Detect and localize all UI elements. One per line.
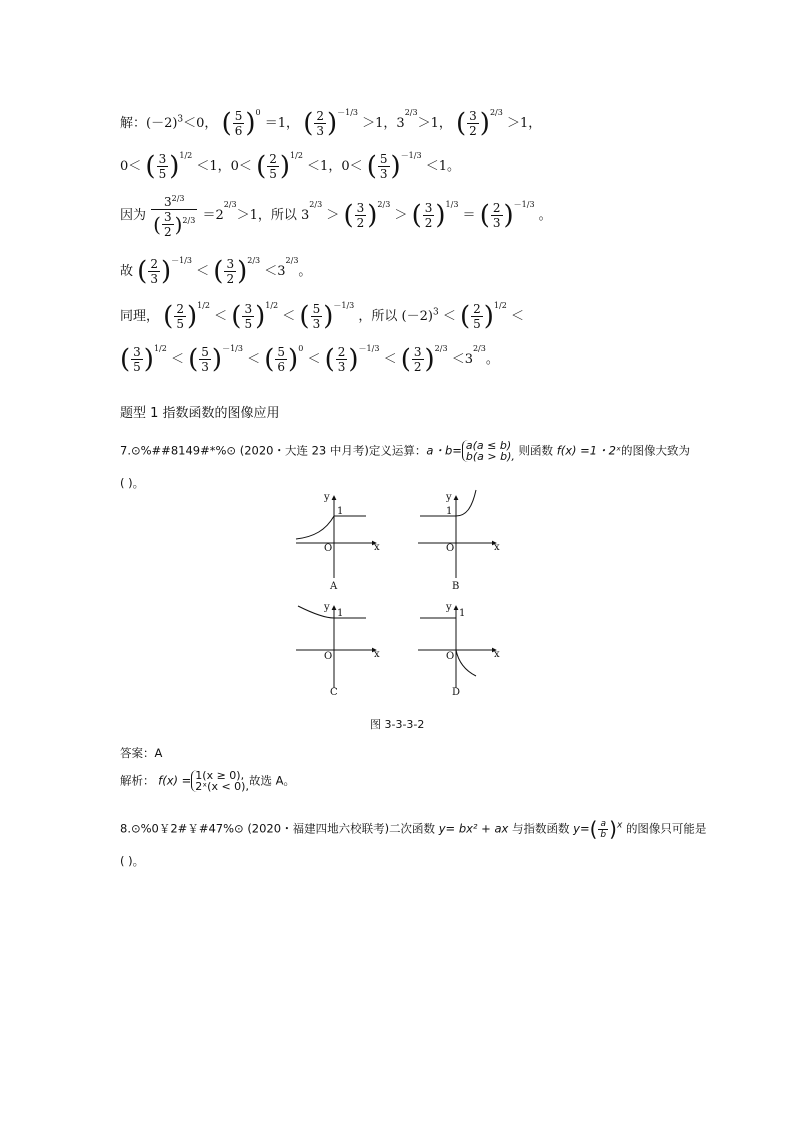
axis-label-y: y bbox=[324, 492, 330, 503]
denominator: 2 bbox=[356, 216, 365, 230]
fraction bbox=[131, 345, 143, 374]
text: ＝ bbox=[462, 208, 476, 223]
numerator: 5 bbox=[201, 345, 209, 359]
question-text: 定义运算： bbox=[368, 443, 427, 458]
fraction bbox=[148, 257, 160, 286]
text: ＜ bbox=[307, 352, 321, 367]
case-1: a(a ≤ b) bbox=[465, 439, 512, 452]
solution-line-5 bbox=[120, 300, 524, 331]
paren-close: ) bbox=[483, 301, 494, 332]
text: ＝2 bbox=[202, 208, 224, 223]
answer-label: 答案： bbox=[120, 746, 155, 760]
origin-label: O bbox=[324, 543, 333, 554]
fraction bbox=[174, 302, 186, 331]
numerator: 2 bbox=[150, 257, 158, 271]
denominator bbox=[151, 210, 197, 239]
exponent: 1/2 bbox=[197, 301, 210, 310]
question-code: ⊙%##8149#*%⊙ bbox=[130, 443, 237, 458]
text: ＜3 bbox=[264, 264, 286, 279]
paren-open: ( bbox=[145, 151, 156, 182]
fraction bbox=[412, 345, 424, 374]
graph-panel-a bbox=[296, 492, 380, 592]
paren-close: ) bbox=[326, 108, 338, 139]
numerator: 3 bbox=[244, 302, 253, 316]
answer-line bbox=[120, 745, 162, 761]
exp-power: x bbox=[616, 820, 623, 831]
text: 0＜ bbox=[120, 159, 142, 174]
fraction bbox=[199, 345, 211, 374]
exponent: 2/3 bbox=[223, 200, 237, 209]
panel-label: B bbox=[452, 581, 460, 592]
solution-line-4 bbox=[120, 255, 311, 286]
exponent: －1/3 bbox=[358, 344, 380, 353]
case-2: b(a > b), bbox=[465, 450, 515, 463]
power: 3 bbox=[177, 114, 184, 125]
numerator: 2 bbox=[473, 302, 481, 316]
denominator: 5 bbox=[158, 167, 167, 181]
denominator: 3 bbox=[316, 124, 324, 138]
paren-open: ( bbox=[213, 256, 224, 287]
fraction bbox=[491, 201, 503, 230]
exponent: 1/2 bbox=[153, 344, 167, 353]
figure-graphs bbox=[290, 488, 510, 708]
power: 3 bbox=[432, 307, 439, 318]
paren-close: ) bbox=[143, 344, 154, 375]
paren-close: ) bbox=[503, 200, 514, 231]
denominator: 3 bbox=[337, 360, 346, 374]
paren-close: ) bbox=[479, 108, 490, 139]
paren-open: ( bbox=[459, 301, 471, 332]
tick-label-1: 1 bbox=[459, 608, 466, 619]
quadratic-expr: y= bx² + ax bbox=[438, 821, 509, 836]
text: ＜1，0＜ bbox=[196, 159, 252, 174]
paren-open: ( bbox=[400, 344, 411, 375]
numerator: 5 bbox=[234, 109, 243, 123]
figure-caption: 图 3-3-3-2 bbox=[370, 718, 425, 731]
fraction bbox=[314, 109, 326, 138]
paren-open: ( bbox=[264, 344, 275, 375]
numerator: 3 bbox=[133, 345, 141, 359]
analysis-line bbox=[120, 770, 295, 792]
paren-open: ( bbox=[324, 344, 335, 375]
denominator: 2 bbox=[226, 272, 235, 286]
numerator: 3 bbox=[158, 152, 167, 166]
paren-close: ) bbox=[160, 256, 172, 287]
curve-d bbox=[420, 618, 476, 676]
numerator: 3 bbox=[226, 257, 235, 271]
fraction bbox=[162, 210, 174, 239]
axis-label-y: y bbox=[446, 492, 452, 503]
question-number: 8. bbox=[120, 821, 131, 836]
numerator: 5 bbox=[379, 152, 388, 166]
denominator: 3 bbox=[379, 167, 388, 181]
denominator: 5 bbox=[473, 317, 481, 331]
text: ＜ bbox=[247, 352, 261, 367]
text: ＞1， bbox=[506, 116, 542, 131]
section-heading: 题型 1 指数函数的图像应用 bbox=[120, 406, 280, 421]
text: ＜ bbox=[196, 264, 210, 279]
denominator: 3 bbox=[150, 272, 158, 286]
paren-open: ( bbox=[589, 817, 598, 841]
fraction bbox=[267, 152, 279, 181]
text: 解：(－2) bbox=[120, 116, 178, 131]
denominator: 5 bbox=[176, 317, 184, 331]
solution-line-3 bbox=[120, 192, 552, 239]
solution-line-6 bbox=[120, 343, 499, 374]
curve-a bbox=[296, 516, 366, 539]
text: 。 bbox=[298, 264, 312, 279]
numerator: 5 bbox=[277, 345, 286, 359]
question-source: (2020・大连 23 中月考) bbox=[239, 443, 369, 458]
paren-close: ) bbox=[435, 200, 446, 231]
paren-open: ( bbox=[221, 108, 232, 139]
text: 故 bbox=[120, 264, 134, 279]
exponent: －1/3 bbox=[513, 200, 535, 209]
question-text: 与指数函数 bbox=[512, 821, 570, 836]
paren-close: ) bbox=[424, 344, 435, 375]
fraction bbox=[378, 152, 390, 181]
paren-open: ( bbox=[479, 200, 490, 231]
text: ＞ bbox=[394, 208, 408, 223]
paren-open: ( bbox=[231, 301, 242, 332]
exponent: 2/3 bbox=[247, 256, 261, 265]
operator: a・b= bbox=[426, 443, 462, 458]
function-expr: f(x) = bbox=[158, 773, 192, 788]
fraction bbox=[311, 302, 323, 331]
question-number: 7. bbox=[120, 443, 131, 458]
num-exp: 2/3 bbox=[171, 194, 185, 203]
denominator: 6 bbox=[234, 124, 243, 138]
numerator: 3 bbox=[469, 109, 477, 123]
exponent: 2/3 bbox=[472, 344, 486, 353]
denominator: 2 bbox=[424, 216, 433, 230]
axis-label-y: y bbox=[446, 602, 452, 613]
text: ＜ bbox=[383, 352, 397, 367]
denominator: 6 bbox=[277, 360, 286, 374]
axis-label-y: y bbox=[324, 602, 330, 613]
fraction bbox=[242, 302, 254, 331]
question-text: 二次函数 bbox=[389, 821, 436, 836]
curve-c bbox=[298, 606, 366, 618]
origin-label: O bbox=[446, 543, 455, 554]
graph-panel-d bbox=[418, 602, 500, 698]
analysis-label: 解析： bbox=[120, 773, 155, 788]
paren-close: ) bbox=[323, 301, 334, 332]
question-source: (2020・福建四地六校联考) bbox=[247, 821, 390, 836]
text: ＜1。 bbox=[425, 159, 460, 174]
paren-close: ) bbox=[245, 108, 256, 139]
question-8-blank: ( )。 bbox=[120, 854, 145, 868]
text: 。 bbox=[485, 352, 499, 367]
exponent: 2/3 bbox=[377, 200, 391, 209]
paren-close: ) bbox=[390, 151, 401, 182]
origin-label: O bbox=[324, 651, 333, 662]
exponent: 1/2 bbox=[290, 151, 303, 160]
numerator: 2 bbox=[176, 302, 184, 316]
paren-close: ) bbox=[211, 344, 223, 375]
text: ＜ bbox=[282, 309, 296, 324]
exponent: 2/3 bbox=[309, 200, 323, 209]
fraction bbox=[275, 345, 287, 374]
paren-open: ( bbox=[303, 108, 314, 139]
function-expr: f(x) =1・2ˣ bbox=[556, 443, 622, 458]
numerator: 2 bbox=[492, 201, 501, 215]
exponent: －1/3 bbox=[222, 344, 243, 353]
paren-close: ) bbox=[367, 200, 378, 231]
numerator bbox=[151, 192, 197, 210]
numerator: 3 bbox=[356, 201, 365, 215]
paren-open: ( bbox=[153, 212, 161, 237]
graph-panel-c bbox=[296, 602, 380, 698]
fraction bbox=[471, 302, 483, 331]
question-text: 的图像只可能是 bbox=[625, 821, 707, 836]
fraction bbox=[598, 819, 608, 840]
denominator: 5 bbox=[244, 317, 253, 331]
piecewise-cases bbox=[462, 440, 515, 462]
tick-label-1: 1 bbox=[337, 506, 344, 517]
text: ＞1，所以 3 bbox=[236, 208, 310, 223]
numerator: 3 bbox=[413, 345, 422, 359]
paren-close: ) bbox=[288, 344, 299, 375]
exp-lhs: y= bbox=[573, 821, 590, 836]
exponent: 2/3 bbox=[489, 108, 503, 117]
text: 因为 bbox=[120, 208, 147, 223]
denominator: 5 bbox=[269, 167, 277, 181]
paren-open: ( bbox=[366, 151, 377, 182]
fraction bbox=[233, 109, 245, 138]
panel-label: D bbox=[452, 687, 461, 698]
origin-label: O bbox=[446, 651, 455, 662]
panel-label: C bbox=[330, 687, 338, 698]
axis-label-x: x bbox=[374, 542, 380, 553]
answer-value: A bbox=[154, 746, 163, 760]
exponent: 0 bbox=[255, 108, 261, 117]
analysis-conclusion: 故选 A。 bbox=[248, 773, 295, 788]
paren-close: ) bbox=[279, 151, 291, 182]
numerator: 5 bbox=[312, 302, 321, 316]
case-2: 2ˣ(x < 0), bbox=[195, 780, 249, 793]
question-text: 的图像大致为 bbox=[621, 443, 691, 458]
numerator: 2 bbox=[337, 345, 346, 359]
text: ＜0， bbox=[183, 116, 218, 131]
piecewise-cases bbox=[191, 770, 249, 792]
num-base: 3 bbox=[163, 195, 172, 209]
exponent: 1/3 bbox=[445, 200, 459, 209]
solution-line-1 bbox=[120, 107, 541, 138]
denominator: 3 bbox=[312, 317, 321, 331]
text: ＞ bbox=[326, 208, 340, 223]
graph-panel-b bbox=[418, 490, 500, 592]
text: ＜3 bbox=[451, 352, 473, 367]
tick-label-1: 1 bbox=[337, 608, 344, 619]
den-exp: 2/3 bbox=[182, 216, 196, 225]
text: ＜ bbox=[214, 309, 228, 324]
question-7-blank: ( )。 bbox=[120, 476, 145, 490]
question-8 bbox=[120, 816, 706, 842]
paren-close: ) bbox=[169, 151, 180, 182]
case-1: 1(x ≥ 0), bbox=[195, 769, 245, 782]
numerator: a bbox=[598, 819, 608, 830]
text: ＜1，0＜ bbox=[307, 159, 363, 174]
paren-open: ( bbox=[456, 108, 467, 139]
numerator: 3 bbox=[163, 210, 172, 224]
denominator: 2 bbox=[469, 124, 477, 138]
denominator: 2 bbox=[413, 360, 422, 374]
fraction bbox=[423, 201, 435, 230]
exponent: －1/3 bbox=[171, 256, 192, 265]
numerator: 2 bbox=[269, 152, 277, 166]
paren-open: ( bbox=[256, 151, 267, 182]
numerator: 2 bbox=[316, 109, 324, 123]
text: ＞1，3 bbox=[362, 116, 405, 131]
exponent: －1/3 bbox=[400, 151, 422, 160]
graph-grid-svg bbox=[290, 488, 510, 708]
solution-line-2 bbox=[120, 150, 460, 181]
panel-label: A bbox=[330, 581, 338, 592]
paren-open: ( bbox=[343, 200, 354, 231]
fraction bbox=[157, 152, 169, 181]
paren-open: ( bbox=[137, 256, 148, 287]
exponent: －1/3 bbox=[337, 108, 359, 117]
text: ＜ bbox=[442, 309, 456, 324]
exponent: 2/3 bbox=[404, 108, 418, 117]
text: ＜ bbox=[170, 352, 184, 367]
denominator: 2 bbox=[163, 225, 172, 239]
fraction bbox=[355, 201, 367, 230]
denominator: 3 bbox=[201, 360, 209, 374]
denominator: b bbox=[600, 829, 607, 840]
big-fraction bbox=[151, 192, 197, 239]
paren-open: ( bbox=[163, 301, 174, 332]
fraction bbox=[467, 109, 479, 138]
paren-open: ( bbox=[188, 344, 199, 375]
paren-close: ) bbox=[174, 212, 183, 237]
text: ＞1， bbox=[417, 116, 452, 131]
axis-label-x: x bbox=[494, 542, 500, 553]
paren-open: ( bbox=[120, 344, 131, 375]
fraction bbox=[336, 345, 348, 374]
exponent: 2/3 bbox=[434, 344, 448, 353]
text: ＝1， bbox=[264, 116, 300, 131]
question-text: 则函数 bbox=[518, 443, 554, 458]
paren-close: ) bbox=[348, 344, 359, 375]
text: ，所以 (－2) bbox=[358, 309, 433, 324]
exponent: 2/3 bbox=[285, 256, 299, 265]
exponent: 1/2 bbox=[493, 301, 507, 310]
denominator: 3 bbox=[492, 216, 501, 230]
exponent: 1/2 bbox=[265, 301, 279, 310]
paren-close: ) bbox=[186, 301, 198, 332]
text: 同理， bbox=[120, 309, 160, 324]
fraction bbox=[224, 257, 236, 286]
question-code: ⊙%0￥2#￥#47%⊙ bbox=[130, 821, 244, 836]
denominator: 5 bbox=[133, 360, 141, 374]
numerator: 3 bbox=[424, 201, 433, 215]
paren-open: ( bbox=[299, 301, 310, 332]
paren-close: ) bbox=[255, 301, 266, 332]
paren-close: ) bbox=[609, 817, 617, 841]
exponent: －1/3 bbox=[333, 301, 355, 310]
exponent: 1/2 bbox=[179, 151, 193, 160]
text: 。 bbox=[538, 208, 552, 223]
axis-label-x: x bbox=[374, 649, 380, 660]
text: ＜ bbox=[510, 309, 524, 324]
tick-label-1: 1 bbox=[446, 506, 453, 517]
axis-label-x: x bbox=[494, 649, 500, 660]
exponent: 0 bbox=[298, 344, 304, 353]
question-7 bbox=[120, 440, 690, 462]
paren-close: ) bbox=[237, 256, 248, 287]
paren-open: ( bbox=[411, 200, 422, 231]
